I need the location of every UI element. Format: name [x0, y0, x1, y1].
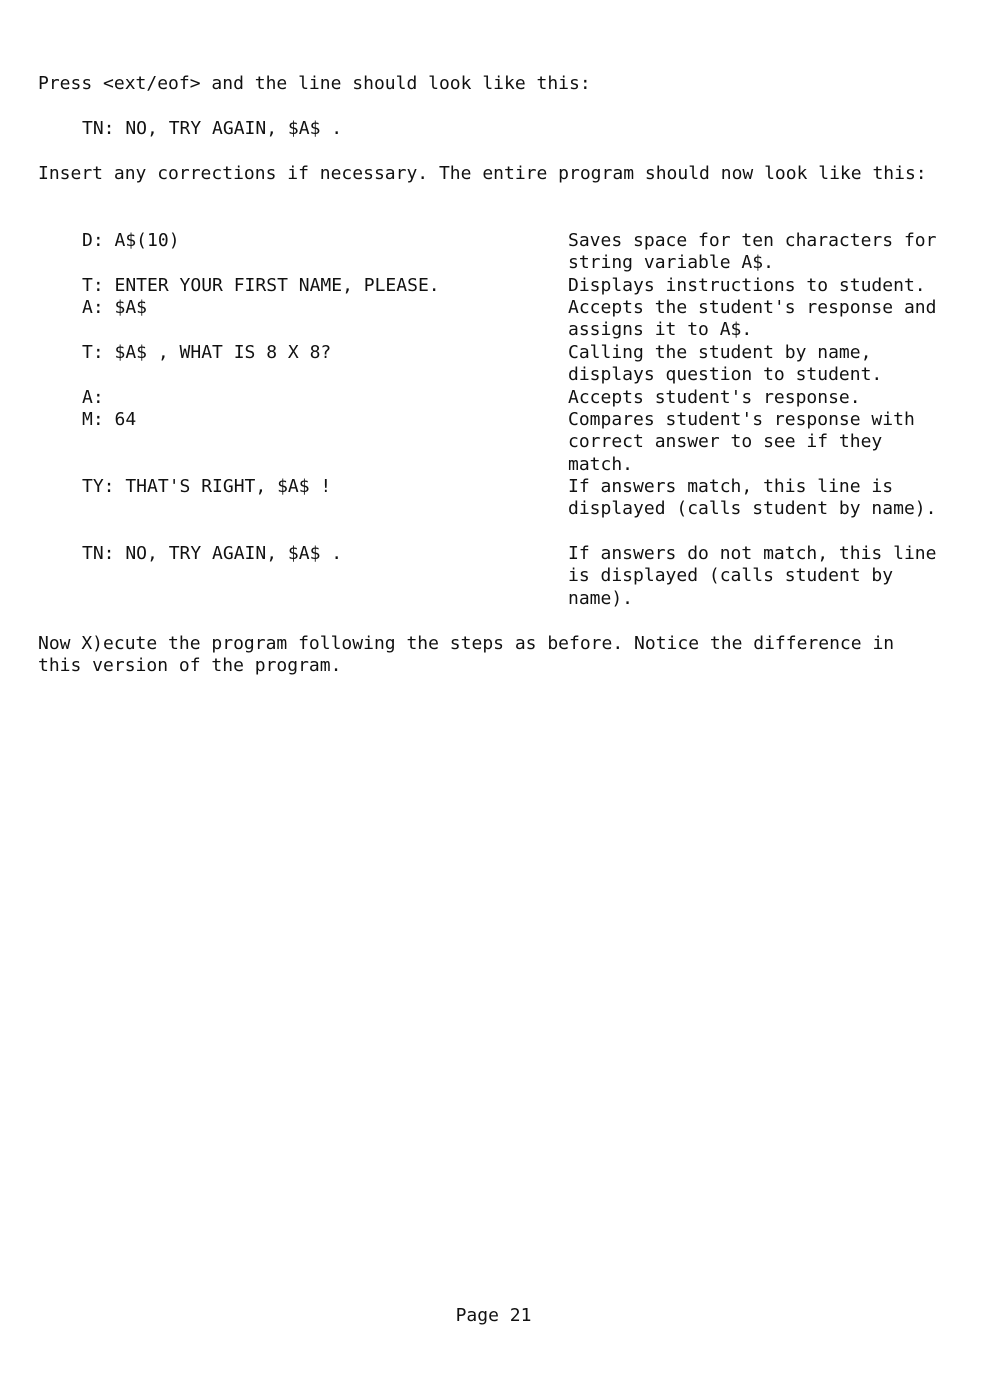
program-line-description: Accepts student's response. — [568, 387, 861, 408]
program-line-description: Compares student's response with correct answer to see if they match. — [568, 409, 915, 475]
program-code-line: M: 64 — [82, 409, 137, 430]
program-line-description: Accepts the student's response and assigns it to A$. — [568, 297, 937, 341]
program-line-description: Saves space for ten characters for string variable A$. — [568, 230, 937, 274]
program-code-line: T: ENTER YOUR FIRST NAME, PLEASE. — [82, 275, 440, 296]
intro-instruction: Press <ext/eof> and the line should look like this: — [38, 73, 591, 94]
program-line-description: If answers match, this line is displayed (calls student by name). — [568, 476, 937, 520]
program-code-line: A: — [82, 387, 104, 408]
insert-corrections-text: Insert any corrections if necessary. The entire program should now look like this: — [38, 163, 927, 184]
program-code-line: TN: NO, TRY AGAIN, $A$ . — [82, 543, 343, 564]
tn-line-example: TN: NO, TRY AGAIN, $A$ . — [82, 118, 343, 139]
program-code-line: TY: THAT'S RIGHT, $A$ ! — [82, 476, 332, 497]
program-code-line: T: $A$ , WHAT IS 8 X 8? — [82, 342, 332, 363]
program-line-description: Calling the student by name, displays question to student. — [568, 342, 883, 386]
program-code-line: D: A$(10) — [82, 230, 180, 251]
program-code-line: A: $A$ — [82, 297, 148, 318]
program-line-description: Displays instructions to student. — [568, 275, 926, 296]
execute-instruction: Now X)ecute the program following the steps as before. Notice the difference in this version of the program. — [38, 633, 895, 676]
page-number: Page 21 — [455, 1305, 532, 1326]
program-line-description: If answers do not match, this line is displayed (calls student by name). — [568, 543, 937, 609]
